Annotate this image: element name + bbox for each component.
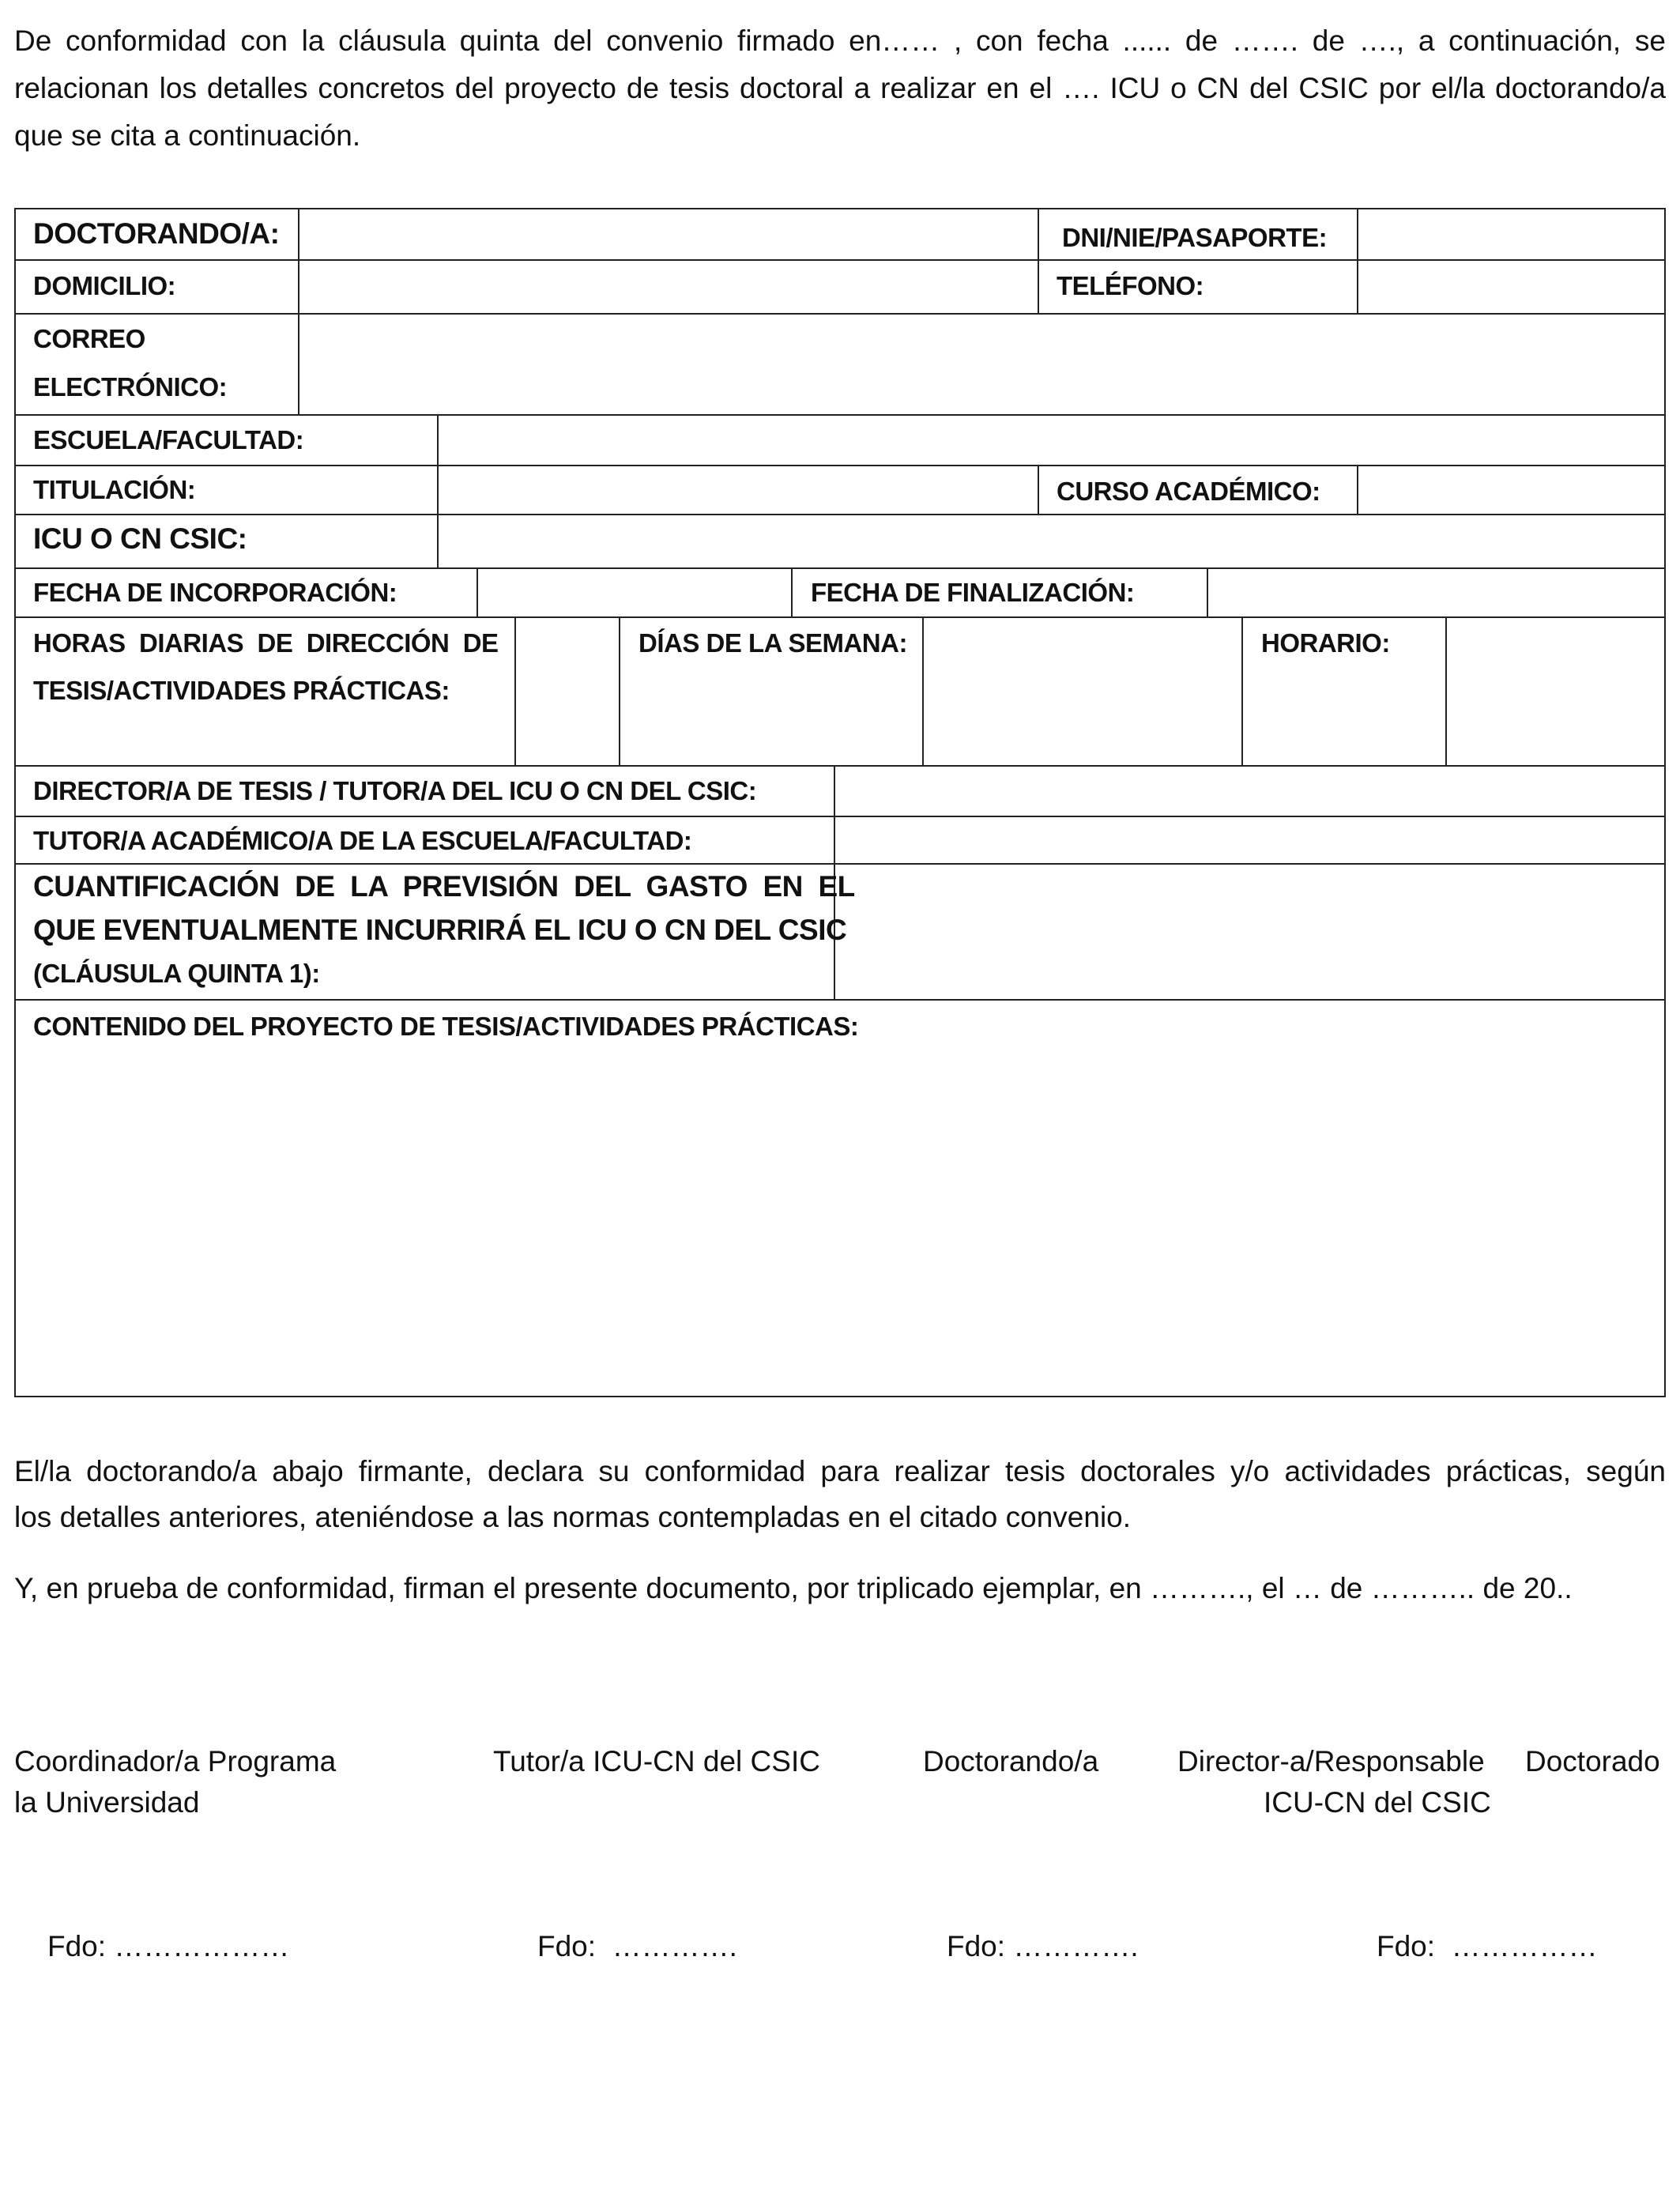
signer-coordinador-line-2: la Universidad bbox=[14, 1786, 200, 1819]
doctorando-label: DOCTORANDO/A: bbox=[33, 217, 280, 250]
titulacion-label: TITULACIÓN: bbox=[33, 475, 196, 504]
signature-line-3[interactable]: Fdo: …………. bbox=[947, 1930, 1139, 1962]
cuantificacion-field[interactable] bbox=[836, 865, 1663, 999]
domicilio-field[interactable] bbox=[300, 262, 1037, 313]
dias-field[interactable] bbox=[925, 619, 1241, 765]
tutor-academico-label: TUTOR/A ACADÉMICO/A DE LA ESCUELA/FACULTAD: bbox=[33, 826, 692, 855]
director-field[interactable] bbox=[836, 767, 1663, 816]
horario-field[interactable] bbox=[1448, 619, 1663, 765]
fecha-finalizacion-field[interactable] bbox=[1209, 570, 1663, 616]
curso-field[interactable] bbox=[1359, 467, 1663, 514]
icu-field[interactable] bbox=[439, 516, 1663, 567]
contenido-field[interactable] bbox=[17, 1055, 1663, 1395]
fecha-incorporacion-label: FECHA DE INCORPORACIÓN: bbox=[33, 578, 397, 607]
dni-field[interactable] bbox=[1359, 211, 1663, 259]
telefono-field[interactable] bbox=[1359, 262, 1663, 313]
horas-label-line-2: TESIS/ACTIVIDADES PRÁCTICAS: bbox=[33, 676, 450, 705]
telefono-label: TELÉFONO: bbox=[1057, 271, 1204, 300]
titulacion-field[interactable] bbox=[439, 467, 1037, 514]
signature-line-1[interactable]: Fdo: ……………… bbox=[47, 1930, 290, 1962]
horario-label: HORARIO: bbox=[1261, 628, 1390, 658]
signer-coordinador-line-1: Coordinador/a Programa bbox=[14, 1745, 337, 1777]
signature-line-2[interactable]: Fdo: …………. bbox=[537, 1930, 737, 1962]
horas-label-line-1: HORAS DIARIAS DE DIRECCIÓN DE bbox=[33, 628, 499, 658]
domicilio-label: DOMICILIO: bbox=[33, 271, 176, 300]
director-label: DIRECTOR/A DE TESIS / TUTOR/A DEL ICU O CN DEL CSIC: bbox=[33, 776, 757, 805]
escuela-field[interactable] bbox=[439, 417, 1663, 465]
cuantificacion-label-line-2: QUE EVENTUALMENTE INCURRIRÁ EL ICU O CN DEL CSIC bbox=[33, 914, 847, 946]
dni-label: DNI/NIE/PASAPORTE: bbox=[1062, 223, 1328, 252]
signature-line-4[interactable]: Fdo: …………… bbox=[1377, 1930, 1598, 1962]
correo-label-line-1: CORREO bbox=[33, 324, 145, 353]
tutor-academico-field[interactable] bbox=[836, 818, 1663, 863]
cuantificacion-label-line-1: CUANTIFICACIÓN DE LA PREVISIÓN DEL GASTO EN EL bbox=[33, 870, 855, 903]
thesis-project-form bbox=[14, 208, 1666, 1397]
horas-field[interactable] bbox=[517, 619, 618, 765]
intro-line-3: que se cita a continuación. bbox=[14, 119, 361, 152]
correo-label-line-2: ELECTRÓNICO: bbox=[33, 372, 228, 401]
escuela-label: ESCUELA/FACULTAD: bbox=[33, 425, 304, 454]
signer-director-line-1: Director-a/Responsable bbox=[1177, 1745, 1485, 1777]
signer-doctorado: Doctorado bbox=[1525, 1745, 1660, 1777]
cuantificacion-label-line-3: (CLÁUSULA QUINTA 1): bbox=[33, 959, 320, 988]
signer-doctorando: Doctorando/a bbox=[923, 1745, 1099, 1777]
intro-line-1: De conformidad con la cláusula quinta del convenio firmado en…… , con fecha ...... de ……. de …., a continuación, se bbox=[14, 25, 1666, 57]
doctorando-field[interactable] bbox=[300, 211, 1037, 259]
declaration-line-2: los detalles anteriores, ateniéndose a las normas contempladas en el citado convenio. bbox=[14, 1501, 1132, 1533]
dias-label: DÍAS DE LA SEMANA: bbox=[638, 628, 907, 658]
contenido-label: CONTENIDO DEL PROYECTO DE TESIS/ACTIVIDADES PRÁCTICAS: bbox=[33, 1012, 859, 1041]
signer-tutor: Tutor/a ICU-CN del CSIC bbox=[493, 1745, 820, 1777]
correo-field[interactable] bbox=[300, 315, 1663, 414]
fecha-finalizacion-label: FECHA DE FINALIZACIÓN: bbox=[811, 578, 1135, 607]
declaration-line-1: El/la doctorando/a abajo firmante, declara su conformidad para realizar tesis doctorales y/o actividades prácticas, según bbox=[14, 1455, 1666, 1487]
curso-label: CURSO ACADÉMICO: bbox=[1057, 477, 1320, 506]
declaration-line-3: Y, en prueba de conformidad, firman el presente documento, por triplicado ejemplar, en ………., el … de ……….. de 20.. bbox=[14, 1572, 1573, 1604]
icu-label: ICU O CN CSIC: bbox=[33, 522, 247, 555]
intro-line-2: relacionan los detalles concretos del proyecto de tesis doctoral a realizar en el …. ICU o CN del CSIC por el/la doctorando/a bbox=[14, 72, 1666, 104]
fecha-incorporacion-field[interactable] bbox=[479, 570, 790, 616]
signer-director-line-2: ICU-CN del CSIC bbox=[1264, 1786, 1491, 1819]
